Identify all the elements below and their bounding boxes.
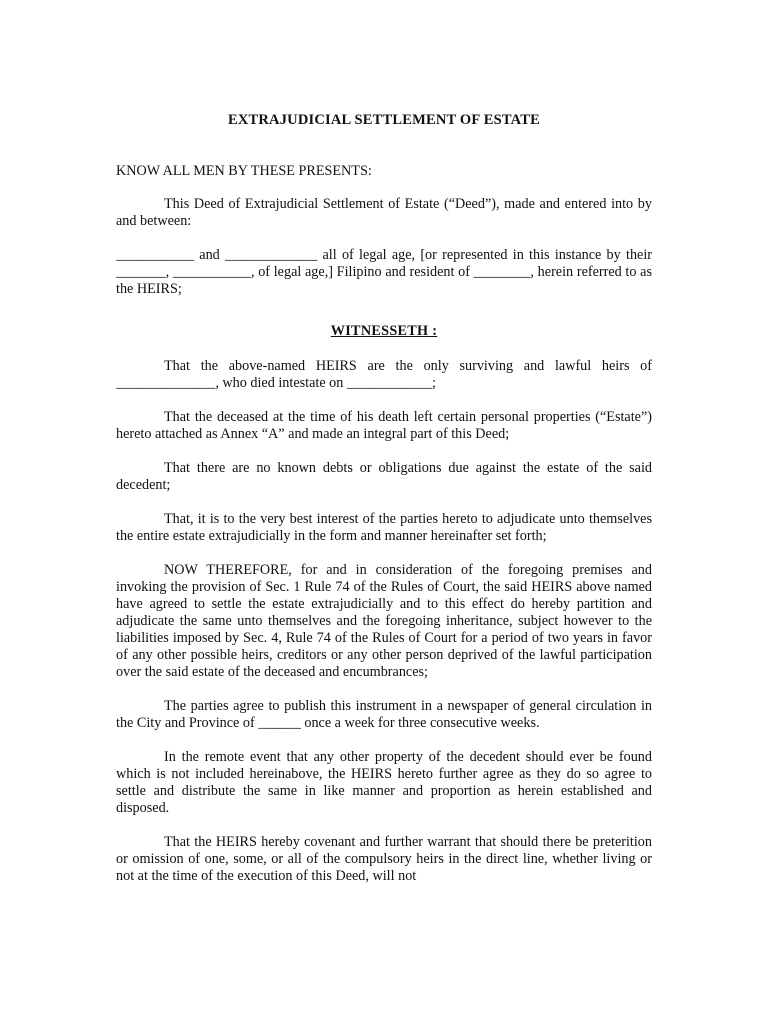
witnesseth-heading: WITNESSETH : — [330, 323, 438, 339]
parties-paragraph: ___________ and _____________ all of legal age, [or represented in this instance by their _______, ___________, of legal age,] Filipino and resident of ________, herein referred to as the HEIRS; — [116, 247, 652, 297]
salutation: KNOW ALL MEN BY THESE PRESENTS: — [116, 163, 372, 179]
paragraph-interest: That, it is to the very best interest of the parties hereto to adjudicate unto themselves the entire estate extrajudicially in the form and manner hereinafter set forth; — [116, 511, 652, 544]
document-title: EXTRAJUDICIAL SETTLEMENT OF ESTATE — [227, 112, 541, 128]
paragraph-other-property: In the remote event that any other property of the decedent should ever be found which is not included hereinabove, the HEIRS hereto further agree as they do so agree to settle and distribute the same in like manner and proportion as herein established and disposed. — [116, 749, 652, 816]
paragraph-publication: The parties agree to publish this instrument in a newspaper of general circulation in the City and Province of ______ once a week for three consecutive weeks. — [116, 698, 652, 731]
paragraph-preterition: That the HEIRS hereby covenant and further warrant that should there be preterition or omission of one, some, or all of the compulsory heirs in the direct line, whether living or not at the time of the execution of this Deed, will not — [116, 834, 652, 884]
intro-paragraph: This Deed of Extrajudicial Settlement of Estate (“Deed”), made and entered into by and between: — [116, 196, 652, 229]
paragraph-heirs: That the above-named HEIRS are the only surviving and lawful heirs of ______________, who died intestate on ____________; — [116, 358, 652, 391]
paragraph-debts: That there are no known debts or obligations due against the estate of the said decedent; — [116, 460, 652, 493]
document-body — [116, 112, 652, 902]
paragraph-estate: That the deceased at the time of his death left certain personal properties (“Estate”) hereto attached as Annex “A” and made an integral part of this Deed; — [116, 409, 652, 442]
paragraph-now-therefore: NOW THEREFORE, for and in consideration of the foregoing premises and invoking the provision of Sec. 1 Rule 74 of the Rules of Court, the said HEIRS above named have agreed to settle the estate extrajudicially and to this effect do hereby partition and adjudicate the same unto themselves and the foregoing inheritance, subject however to the liabilities imposed by Sec. 4, Rule 74 of the Rules of Court for a period of two years in favor of any other possible heirs, creditors or any other person deprived of the lawful participation over the said estate of the deceased and encumbrances; — [116, 562, 652, 680]
